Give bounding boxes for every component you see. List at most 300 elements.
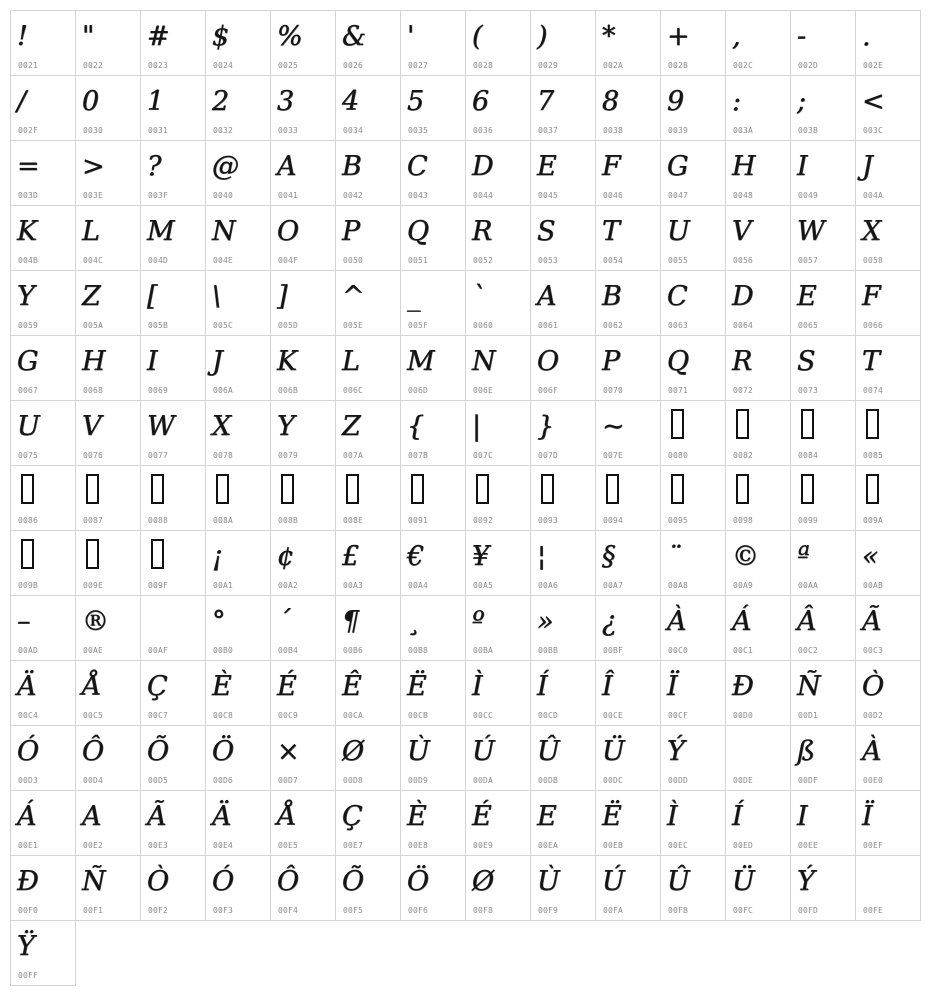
glyph-cell[interactable]	[76, 856, 141, 921]
glyph-sample: &	[342, 21, 367, 52]
glyph-cell[interactable]	[401, 401, 466, 466]
codepoint-label: 00DC	[603, 776, 624, 785]
glyph-cell[interactable]	[76, 11, 141, 76]
glyph-cell[interactable]	[141, 206, 206, 271]
glyph-sample: Í	[537, 671, 548, 702]
glyph-cell[interactable]	[466, 336, 531, 401]
glyph-sample: Å	[82, 671, 102, 702]
glyph-cell[interactable]	[596, 11, 661, 76]
glyph-cell[interactable]	[661, 141, 726, 206]
glyph-cell[interactable]	[596, 856, 661, 921]
glyph-cell[interactable]	[661, 271, 726, 336]
codepoint-label: 0084	[798, 451, 819, 460]
glyph-cell[interactable]	[726, 856, 791, 921]
glyph-cell[interactable]	[466, 596, 531, 661]
glyph-cell[interactable]	[141, 596, 206, 661]
glyph-sample: H	[732, 151, 756, 182]
codepoint-label: 00CA	[343, 711, 364, 720]
glyph-sample: ]	[277, 281, 288, 312]
glyph-cell[interactable]	[336, 206, 401, 271]
glyph-cell[interactable]	[726, 206, 791, 271]
codepoint-label: 00D7	[278, 776, 299, 785]
glyph-cell[interactable]	[531, 596, 596, 661]
glyph-cell[interactable]	[76, 726, 141, 791]
glyph-cell[interactable]	[791, 661, 856, 726]
glyph-cell[interactable]	[791, 726, 856, 791]
glyph-cell[interactable]	[531, 206, 596, 271]
glyph-cell[interactable]	[466, 531, 531, 596]
glyph-cell[interactable]	[596, 76, 661, 141]
codepoint-label: 005A	[83, 321, 104, 330]
glyph-cell[interactable]	[141, 11, 206, 76]
glyph-cell[interactable]	[336, 856, 401, 921]
glyph-cell[interactable]	[271, 661, 336, 726]
codepoint-label: 0034	[343, 126, 364, 135]
glyph-cell[interactable]	[271, 531, 336, 596]
codepoint-label: 004E	[213, 256, 234, 265]
glyph-sample: V	[732, 216, 752, 247]
codepoint-label: 007C	[473, 451, 494, 460]
glyph-cell[interactable]	[726, 271, 791, 336]
codepoint-label: 0047	[668, 191, 689, 200]
glyph-cell[interactable]	[271, 596, 336, 661]
glyph-cell[interactable]	[206, 11, 271, 76]
glyph-cell[interactable]	[76, 401, 141, 466]
codepoint-label: 0057	[798, 256, 819, 265]
glyph-cell[interactable]	[791, 11, 856, 76]
glyph-cell[interactable]	[401, 661, 466, 726]
glyph-cell[interactable]	[466, 11, 531, 76]
glyph-sample: [	[147, 281, 158, 312]
glyph-cell[interactable]	[661, 401, 726, 466]
codepoint-label: 00AF	[148, 646, 169, 655]
codepoint-label: 00F3	[213, 906, 234, 915]
glyph-sample: ©	[732, 541, 759, 572]
glyph-cell[interactable]	[661, 11, 726, 76]
glyph-sample: Í	[732, 801, 743, 832]
codepoint-label: 0059	[18, 321, 39, 330]
glyph-sample: E	[537, 151, 557, 182]
codepoint-label: 00BB	[538, 646, 559, 655]
glyph-cell[interactable]	[271, 76, 336, 141]
glyph-cell[interactable]	[141, 401, 206, 466]
glyph-cell[interactable]	[726, 596, 791, 661]
glyph-cell[interactable]	[271, 401, 336, 466]
glyph-cell[interactable]	[531, 726, 596, 791]
glyph-cell[interactable]	[466, 856, 531, 921]
glyph-cell[interactable]	[596, 466, 661, 531]
codepoint-label: 00A9	[733, 581, 754, 590]
glyph-cell[interactable]	[466, 76, 531, 141]
codepoint-label: 00ED	[733, 841, 754, 850]
glyph-cell[interactable]	[401, 76, 466, 141]
glyph-cell[interactable]	[401, 11, 466, 76]
glyph-sample: <	[862, 86, 885, 117]
glyph-sample: _	[407, 281, 421, 312]
glyph-cell[interactable]	[401, 531, 466, 596]
glyph-cell[interactable]	[11, 921, 76, 986]
glyph-cell[interactable]	[336, 11, 401, 76]
codepoint-label: 0075	[18, 451, 39, 460]
glyph-cell[interactable]	[76, 141, 141, 206]
glyph-cell[interactable]	[11, 596, 76, 661]
glyph-cell[interactable]	[661, 596, 726, 661]
glyph-cell[interactable]	[791, 206, 856, 271]
codepoint-label: 004D	[148, 256, 169, 265]
codepoint-label: 00F2	[148, 906, 169, 915]
glyph-cell[interactable]	[271, 141, 336, 206]
glyph-sample: "	[82, 21, 95, 52]
glyph-cell[interactable]	[791, 596, 856, 661]
glyph-cell[interactable]	[401, 466, 466, 531]
glyph-cell[interactable]	[466, 271, 531, 336]
glyph-sample: A	[82, 801, 102, 832]
glyph-cell[interactable]	[206, 661, 271, 726]
glyph-cell[interactable]	[271, 271, 336, 336]
glyph-cell[interactable]	[141, 76, 206, 141]
glyph-cell[interactable]	[336, 466, 401, 531]
glyph-cell[interactable]	[596, 336, 661, 401]
glyph-sample: ?	[147, 151, 162, 182]
glyph-cell[interactable]	[856, 466, 921, 531]
glyph-cell[interactable]	[856, 76, 921, 141]
glyph-sample: F	[862, 281, 881, 312]
glyph-cell[interactable]	[401, 726, 466, 791]
glyph-sample: È	[212, 671, 232, 702]
glyph-cell[interactable]	[596, 661, 661, 726]
glyph-cell[interactable]	[856, 596, 921, 661]
glyph-cell[interactable]	[661, 336, 726, 401]
glyph-sample: 9	[667, 86, 685, 117]
codepoint-label: 00EB	[603, 841, 624, 850]
glyph-sample: À	[862, 736, 882, 767]
glyph-cell[interactable]	[856, 661, 921, 726]
glyph-cell[interactable]	[856, 401, 921, 466]
glyph-sample: Ô	[277, 866, 300, 897]
codepoint-label: 0070	[603, 386, 624, 395]
glyph-cell[interactable]	[661, 661, 726, 726]
glyph-cell[interactable]	[856, 141, 921, 206]
glyph-cell[interactable]	[206, 726, 271, 791]
glyph-sample: +	[667, 21, 690, 52]
codepoint-label: 0099	[798, 516, 819, 525]
glyph-cell[interactable]	[11, 466, 76, 531]
glyph-cell[interactable]	[531, 76, 596, 141]
codepoint-label: 0053	[538, 256, 559, 265]
glyph-cell[interactable]	[206, 336, 271, 401]
glyph-cell[interactable]	[531, 336, 596, 401]
glyph-cell[interactable]	[11, 531, 76, 596]
glyph-cell[interactable]	[141, 791, 206, 856]
glyph-cell[interactable]	[791, 466, 856, 531]
glyph-cell[interactable]	[726, 791, 791, 856]
glyph-cell[interactable]	[206, 206, 271, 271]
glyph-cell[interactable]	[531, 466, 596, 531]
glyph-cell[interactable]	[11, 206, 76, 271]
glyph-cell[interactable]	[271, 466, 336, 531]
codepoint-label: 00F0	[18, 906, 39, 915]
glyph-cell[interactable]	[141, 466, 206, 531]
glyph-sample: J	[212, 346, 223, 377]
glyph-cell[interactable]	[791, 141, 856, 206]
codepoint-label: 0032	[213, 126, 234, 135]
codepoint-label: 00E0	[863, 776, 884, 785]
glyph-cell[interactable]	[141, 531, 206, 596]
glyph-cell[interactable]	[466, 466, 531, 531]
codepoint-label: 00D8	[343, 776, 364, 785]
glyph-sample: P	[602, 346, 621, 377]
glyph-sample: Ì	[472, 671, 483, 702]
glyph-cell[interactable]	[466, 661, 531, 726]
glyph-cell[interactable]	[401, 271, 466, 336]
glyph-cell[interactable]	[76, 531, 141, 596]
glyph-cell[interactable]	[76, 336, 141, 401]
codepoint-label: 0031	[148, 126, 169, 135]
glyph-cell[interactable]	[271, 336, 336, 401]
glyph-cell[interactable]	[661, 531, 726, 596]
glyph-cell[interactable]	[11, 271, 76, 336]
glyph-cell[interactable]	[11, 11, 76, 76]
glyph-sample: U	[17, 411, 40, 442]
glyph-cell[interactable]	[726, 336, 791, 401]
glyph-cell[interactable]	[791, 76, 856, 141]
glyph-cell[interactable]	[726, 466, 791, 531]
glyph-cell[interactable]	[791, 271, 856, 336]
glyph-sample: O	[537, 346, 560, 377]
glyph-cell[interactable]	[271, 856, 336, 921]
glyph-cell[interactable]	[141, 856, 206, 921]
missing-glyph-box	[151, 539, 164, 569]
codepoint-label: 00D6	[213, 776, 234, 785]
glyph-cell[interactable]	[271, 11, 336, 76]
glyph-cell[interactable]	[856, 206, 921, 271]
glyph-cell[interactable]	[11, 401, 76, 466]
glyph-cell[interactable]	[791, 531, 856, 596]
codepoint-label: 0094	[603, 516, 624, 525]
glyph-cell[interactable]	[531, 271, 596, 336]
glyph-cell[interactable]	[206, 531, 271, 596]
glyph-cell[interactable]	[856, 336, 921, 401]
codepoint-label: 002E	[863, 61, 884, 70]
glyph-sample: Z	[82, 281, 101, 312]
glyph-sample: É	[472, 801, 492, 832]
glyph-cell[interactable]	[466, 206, 531, 271]
glyph-cell[interactable]	[726, 531, 791, 596]
glyph-cell[interactable]	[141, 661, 206, 726]
glyph-cell[interactable]	[11, 76, 76, 141]
glyph-cell[interactable]	[141, 271, 206, 336]
codepoint-label: 007B	[408, 451, 429, 460]
glyph-cell[interactable]	[141, 726, 206, 791]
glyph-sample: H	[82, 346, 106, 377]
glyph-cell[interactable]	[141, 336, 206, 401]
glyph-cell[interactable]	[856, 531, 921, 596]
glyph-cell[interactable]	[206, 141, 271, 206]
glyph-cell[interactable]	[76, 661, 141, 726]
glyph-cell[interactable]	[726, 141, 791, 206]
codepoint-label: 0037	[538, 126, 559, 135]
glyph-sample: ~	[602, 411, 625, 442]
glyph-cell[interactable]	[856, 271, 921, 336]
glyph-cell[interactable]	[856, 11, 921, 76]
glyph-cell[interactable]	[336, 791, 401, 856]
glyph-sample: Ö	[212, 736, 235, 767]
codepoint-label: 004B	[18, 256, 39, 265]
missing-glyph-box	[671, 474, 684, 504]
glyph-cell[interactable]	[206, 271, 271, 336]
glyph-cell[interactable]	[661, 206, 726, 271]
glyph-cell[interactable]	[596, 401, 661, 466]
glyph-cell[interactable]	[401, 141, 466, 206]
glyph-sample: Ê	[342, 671, 362, 702]
glyph-cell[interactable]	[206, 596, 271, 661]
codepoint-label: 00B0	[213, 646, 234, 655]
glyph-cell[interactable]	[401, 791, 466, 856]
codepoint-label: 002C	[733, 61, 754, 70]
codepoint-label: 007E	[603, 451, 624, 460]
glyph-cell[interactable]	[791, 791, 856, 856]
codepoint-label: 003B	[798, 126, 819, 135]
codepoint-label: 003E	[83, 191, 104, 200]
glyph-cell[interactable]	[206, 466, 271, 531]
codepoint-label: 008A	[213, 516, 234, 525]
glyph-cell[interactable]	[856, 726, 921, 791]
codepoint-label: 006E	[473, 386, 494, 395]
glyph-cell[interactable]	[466, 726, 531, 791]
glyph-cell[interactable]	[531, 141, 596, 206]
glyph-sample: #	[147, 21, 170, 52]
codepoint-label: 0058	[863, 256, 884, 265]
glyph-cell[interactable]	[336, 596, 401, 661]
glyph-cell[interactable]	[401, 336, 466, 401]
glyph-cell[interactable]	[141, 141, 206, 206]
glyph-cell[interactable]	[596, 596, 661, 661]
codepoint-label: 00D4	[83, 776, 104, 785]
glyph-cell[interactable]	[336, 401, 401, 466]
glyph-cell[interactable]	[661, 466, 726, 531]
glyph-cell[interactable]	[271, 791, 336, 856]
glyph-cell[interactable]	[76, 466, 141, 531]
codepoint-label: 0095	[668, 516, 689, 525]
glyph-cell[interactable]	[206, 791, 271, 856]
glyph-cell[interactable]	[336, 336, 401, 401]
glyph-sample: .	[862, 21, 871, 52]
codepoint-label: 00EA	[538, 841, 559, 850]
glyph-cell[interactable]	[531, 531, 596, 596]
glyph-cell[interactable]	[596, 271, 661, 336]
glyph-cell[interactable]	[726, 11, 791, 76]
codepoint-label: 009F	[148, 581, 169, 590]
glyph-cell[interactable]	[596, 206, 661, 271]
glyph-cell[interactable]	[726, 76, 791, 141]
glyph-cell[interactable]	[791, 401, 856, 466]
codepoint-label: 00EE	[798, 841, 819, 850]
codepoint-label: 0071	[668, 386, 689, 395]
codepoint-label: 004F	[278, 256, 299, 265]
glyph-cell[interactable]	[596, 726, 661, 791]
glyph-cell[interactable]	[466, 141, 531, 206]
glyph-cell[interactable]	[271, 726, 336, 791]
glyph-cell[interactable]	[336, 531, 401, 596]
glyph-cell[interactable]	[401, 596, 466, 661]
glyph-sample: ¡	[212, 541, 223, 572]
glyph-cell[interactable]	[76, 76, 141, 141]
codepoint-label: 00F4	[278, 906, 299, 915]
glyph-sample: O	[277, 216, 300, 247]
glyph-cell[interactable]	[336, 726, 401, 791]
glyph-sample: ×	[277, 736, 300, 767]
glyph-cell[interactable]	[401, 856, 466, 921]
glyph-cell[interactable]	[856, 791, 921, 856]
codepoint-label: 00A3	[343, 581, 364, 590]
glyph-cell[interactable]	[661, 726, 726, 791]
glyph-cell[interactable]	[596, 531, 661, 596]
glyph-cell[interactable]	[661, 791, 726, 856]
glyph-cell[interactable]	[596, 791, 661, 856]
glyph-cell[interactable]	[11, 336, 76, 401]
codepoint-label: 00D1	[798, 711, 819, 720]
glyph-cell[interactable]	[336, 661, 401, 726]
codepoint-label: 00E1	[18, 841, 39, 850]
glyph-cell[interactable]	[271, 206, 336, 271]
glyph-cell[interactable]	[531, 401, 596, 466]
glyph-cell[interactable]	[11, 661, 76, 726]
glyph-cell[interactable]	[336, 141, 401, 206]
glyph-cell[interactable]	[76, 206, 141, 271]
glyph-cell[interactable]	[726, 661, 791, 726]
glyph-cell[interactable]	[531, 856, 596, 921]
glyph-cell[interactable]	[726, 401, 791, 466]
glyph-cell[interactable]	[76, 271, 141, 336]
glyph-sample: U	[667, 216, 690, 247]
glyph-cell[interactable]	[76, 596, 141, 661]
glyph-cell[interactable]	[11, 791, 76, 856]
glyph-sample: @	[212, 151, 239, 182]
glyph-cell[interactable]	[336, 76, 401, 141]
glyph-cell[interactable]	[661, 76, 726, 141]
glyph-cell[interactable]	[531, 791, 596, 856]
glyph-cell[interactable]	[466, 401, 531, 466]
codepoint-label: 0050	[343, 256, 364, 265]
glyph-cell[interactable]	[11, 856, 76, 921]
glyph-cell[interactable]	[336, 271, 401, 336]
glyph-cell[interactable]	[791, 336, 856, 401]
glyph-cell[interactable]	[531, 661, 596, 726]
codepoint-label: 005C	[213, 321, 234, 330]
glyph-cell[interactable]	[206, 401, 271, 466]
glyph-cell[interactable]	[661, 856, 726, 921]
glyph-cell[interactable]	[206, 856, 271, 921]
codepoint-label: 00CF	[668, 711, 689, 720]
glyph-cell[interactable]	[856, 856, 921, 921]
codepoint-label: 0035	[408, 126, 429, 135]
glyph-cell[interactable]	[11, 141, 76, 206]
glyph-cell[interactable]	[726, 726, 791, 791]
glyph-sample: £	[342, 541, 360, 572]
codepoint-label: 00BF	[603, 646, 624, 655]
glyph-cell[interactable]	[466, 791, 531, 856]
glyph-sample: =	[17, 151, 40, 182]
glyph-cell[interactable]	[531, 11, 596, 76]
glyph-cell[interactable]	[206, 76, 271, 141]
glyph-cell[interactable]	[11, 726, 76, 791]
codepoint-label: 002D	[798, 61, 819, 70]
glyph-cell[interactable]	[791, 856, 856, 921]
glyph-cell[interactable]	[596, 141, 661, 206]
glyph-cell[interactable]	[401, 206, 466, 271]
glyph-cell[interactable]	[76, 791, 141, 856]
glyph-sample: Ì	[667, 801, 678, 832]
